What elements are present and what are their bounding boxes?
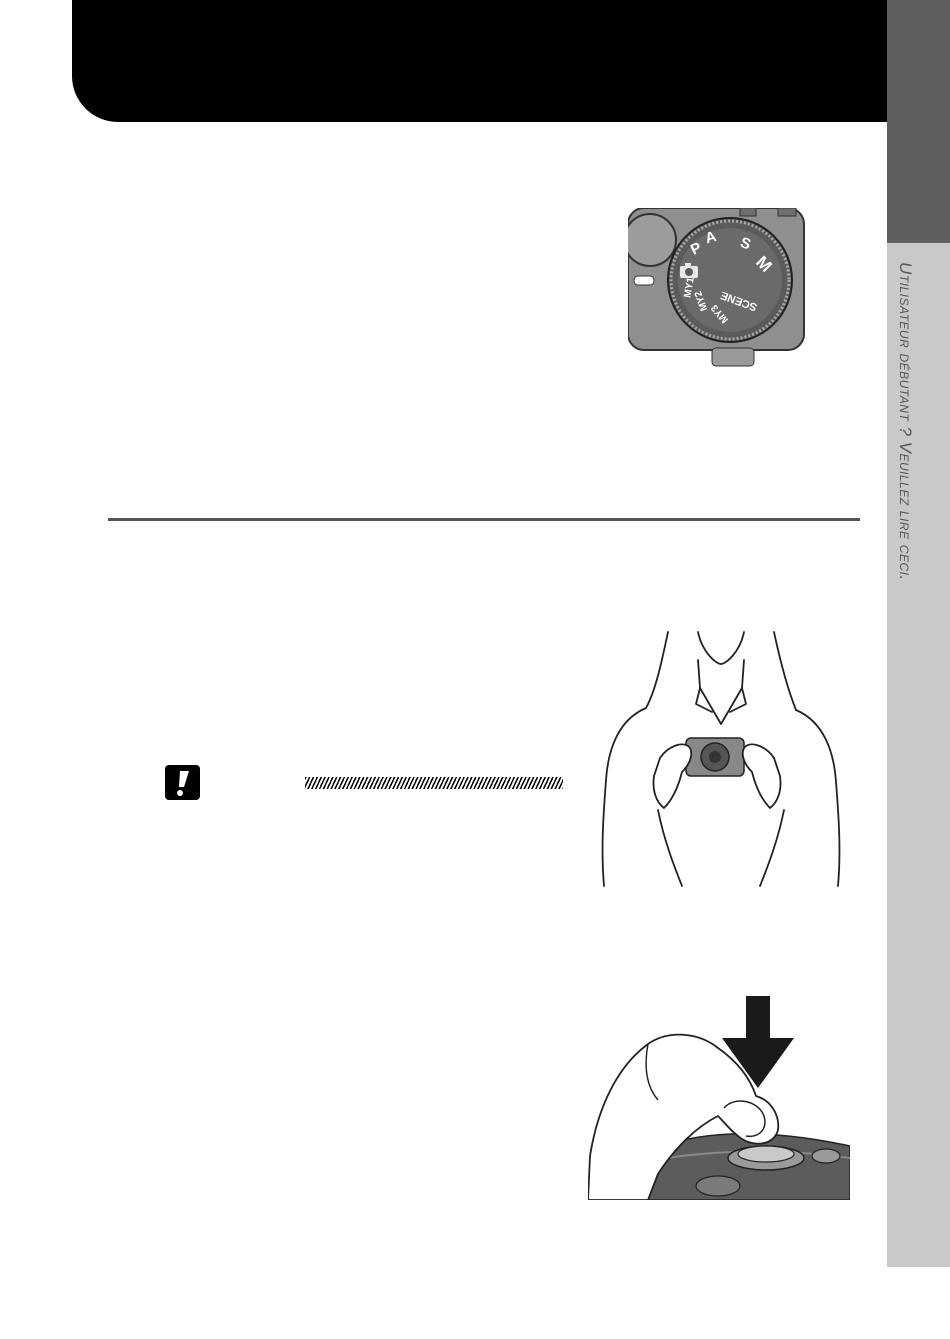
mode-dial-label: A: [703, 228, 719, 248]
header-bar: [72, 0, 888, 122]
caution-exclamation-icon: [165, 765, 200, 800]
side-tab-label-box: [885, 262, 925, 642]
mode-dial-label: S: [737, 234, 754, 254]
mode-dial-label: MY3: [709, 302, 731, 326]
side-tab-label: Utilisateur débutant ? Veuillez lire ceci.: [896, 262, 915, 581]
camera-small: [686, 738, 744, 776]
mode-dial-label: M: [752, 252, 776, 276]
mode-dial-label: SCENE: [719, 288, 759, 313]
mode-dial-label: P: [687, 239, 705, 259]
holding-camera-illustration: [598, 630, 844, 890]
section-divider: [108, 518, 860, 521]
shutter-press-illustration: [588, 996, 850, 1200]
mode-dial-label: MY2: [692, 289, 711, 313]
mode-dial-label: MY1: [682, 276, 697, 299]
caution-heading-rule: [305, 777, 563, 789]
mode-dial-illustration: [628, 208, 806, 368]
side-tab-top: [887, 0, 950, 243]
